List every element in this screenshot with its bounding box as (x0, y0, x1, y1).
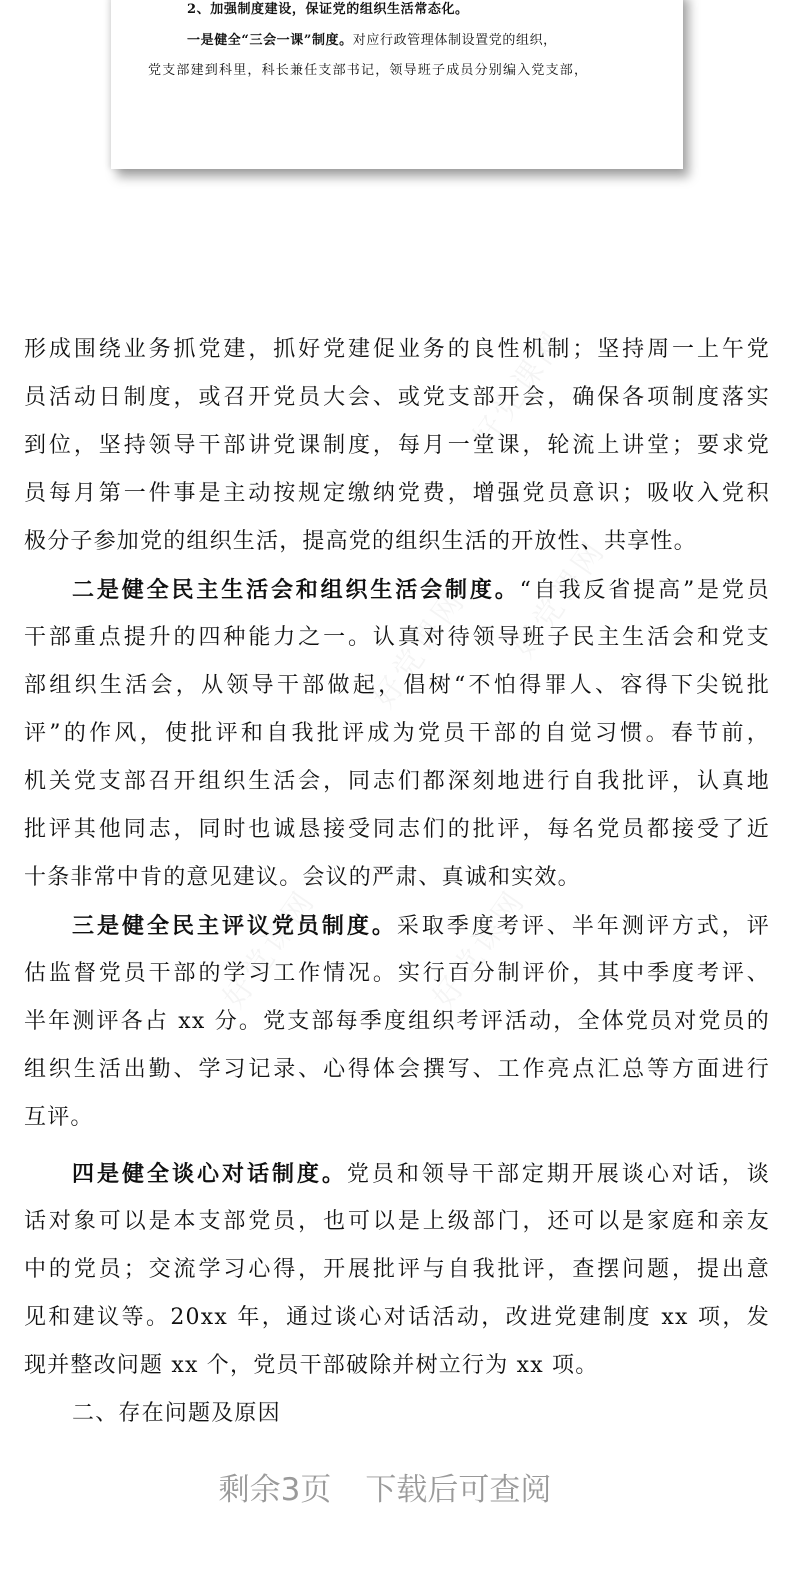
text-line: 组织生活出勤、学习记录、心得体会撰写、工作亮点汇总等方面进行 (24, 1057, 770, 1082)
text-segment: 党员和领导干部定期开展谈心对话，谈 (346, 1162, 770, 1187)
card-text-line (187, 33, 557, 49)
paragraph-lead: 四是健全谈心对话制度。 (72, 1161, 347, 1187)
text-line: 批评其他同志，同时也诚恳接受同志们的批评，每名党员都接受了近 (24, 817, 770, 842)
text-segment: 采取季度考评、半年测评方式，评 (396, 914, 770, 939)
text-line: 形成围绕业务抓党建，抓好党建促业务的良性机制；坚持周一上午党 (24, 337, 770, 362)
text-line: 部组织生活会，从领导干部做起，倡树“不怕得罪人、容得下尖锐批 (24, 673, 770, 698)
text-line (24, 902, 770, 950)
text-line: 极分子参加党的组织生活，提高党的组织生活的开放性、共享性。 (24, 529, 697, 554)
text-line: 话对象可以是本支部党员，也可以是上级部门，还可以是家庭和亲友 (24, 1209, 770, 1234)
text-line: 十条非常中肯的意见建议。会议的严肃、真诚和实效。 (24, 865, 581, 890)
remaining-pages-prompt[interactable] (0, 1468, 770, 1512)
paragraph (24, 326, 770, 566)
paragraph (24, 902, 770, 1142)
text-line: 半年测评各占 xx 分。党支部每季度组织考评活动，全体党员对党员的 (24, 1009, 770, 1034)
text-line: 互评。 (24, 1105, 94, 1130)
card-text-line (148, 63, 588, 79)
text-line: 中的党员；交流学习心得，开展批评与自我批评，查摆问题，提出意 (24, 1257, 770, 1282)
card-heading-line (187, 2, 469, 18)
document-body (24, 326, 770, 1438)
text-line: 见和建议等。20xx 年，通过谈心对话活动，改进党建制度 xx 项，发 (24, 1305, 770, 1330)
paragraph-lead: 二是健全民主生活会和组织生活会制度。 (72, 577, 520, 603)
text-line: 现并整改问题 xx 个，党员干部破除并树立行为 xx 项。 (24, 1353, 599, 1378)
preview-page-card (111, 0, 683, 169)
text-line (24, 1150, 770, 1198)
card-heading-text: 2、加强制度建设，保证党的组织生活常态化。 (187, 2, 469, 17)
text-line: 员活动日制度，或召开党员大会、或党支部开会，确保各项制度落实 (24, 385, 770, 410)
remaining-pages-text: 剩余3页 (218, 1472, 332, 1508)
text-line: 员每月第一件事是主动按规定缴纳党费，增强党员意识；吸收入党积 (24, 481, 770, 506)
text-line: 估监督党员干部的学习工作情况。实行百分制评价，其中季度考评、 (24, 961, 770, 986)
text-line: 到位，坚持领导干部讲党课制度，每月一堂课，轮流上讲堂；要求党 (24, 433, 770, 458)
card-body-text: 对应行政管理体制设置党的组织， (352, 33, 557, 48)
text-line: 干部重点提升的四种能力之一。认真对待领导班子民主生活会和党支 (24, 625, 770, 650)
paragraph-lead: 三是健全民主评议党员制度。 (72, 913, 397, 939)
section-heading: 二、存在问题及原因 (72, 1401, 281, 1426)
paragraph (24, 1150, 770, 1390)
paragraph (24, 566, 770, 902)
text-line: 评”的作风，使批评和自我批评成为党员干部的自觉习惯。春节前， (24, 721, 770, 746)
paragraph-gap (24, 1142, 770, 1150)
text-segment: “自我反省提高”是党员 (519, 578, 770, 603)
download-hint-text: 下载后可查阅 (365, 1472, 552, 1508)
text-line: 机关党支部召开组织生活会，同志们都深刻地进行自我批评，认真地 (24, 769, 770, 794)
card-body-text: 党支部建到科里，科长兼任支部书记，领导班子成员分别编入党支部， (148, 63, 589, 78)
card-lead-text: 一是健全“三会一课”制度。 (187, 33, 353, 48)
text-line (24, 566, 770, 614)
